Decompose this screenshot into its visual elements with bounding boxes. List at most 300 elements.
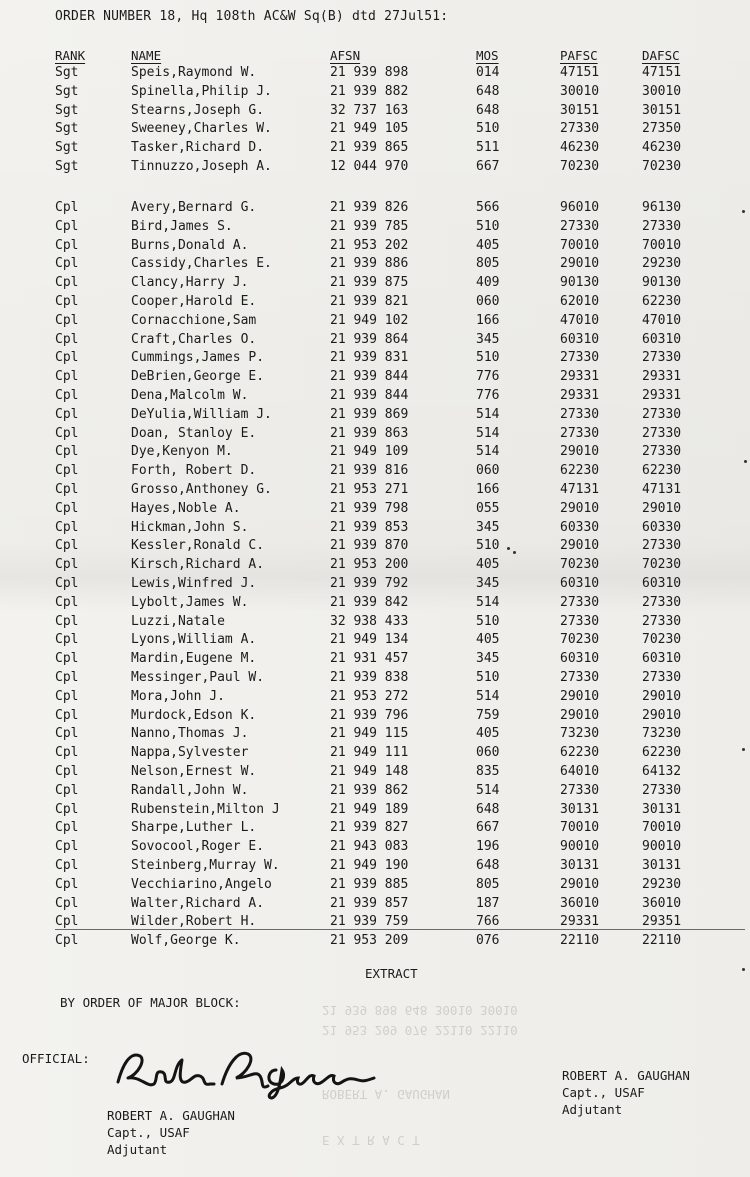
cell-rank: Cpl — [55, 651, 79, 667]
cell-pafsc: 29010 — [560, 538, 600, 554]
table-row — [0, 501, 750, 520]
cell-rank: Cpl — [55, 895, 79, 911]
cell-rank: Cpl — [55, 576, 79, 591]
cell-pafsc: 62230 — [560, 463, 600, 479]
cell-name: Dena,Malcolm W. — [131, 388, 249, 403]
table-row — [0, 670, 750, 689]
official-label: OFFICIAL: — [22, 1051, 90, 1066]
cell-rank: Cpl — [55, 369, 79, 385]
cell-dafsc: 29230 — [642, 876, 682, 892]
paper-speck — [742, 210, 745, 213]
bleed-through-text: 21 939 898 648 30010 30010 — [322, 1003, 518, 1018]
cell-pafsc: 30151 — [560, 102, 600, 118]
cell-dafsc: 22110 — [642, 933, 682, 949]
cell-name: Lewis,Winfred J. — [131, 576, 257, 591]
cell-mos: 805 — [476, 256, 500, 272]
cell-afsn: 21 939 816 — [330, 463, 409, 479]
cell-afsn: 32 737 163 — [330, 102, 409, 118]
cell-mos: 648 — [476, 83, 500, 99]
cell-mos: 405 — [476, 557, 500, 573]
cell-pafsc: 73230 — [560, 726, 600, 742]
paper-speck — [513, 551, 516, 554]
table-row — [0, 140, 750, 159]
cell-name: Hayes,Noble A. — [131, 500, 241, 516]
cell-afsn: 21 949 148 — [330, 764, 409, 779]
table-row — [0, 820, 750, 839]
cell-afsn: 21 939 865 — [330, 140, 409, 156]
table-row — [0, 689, 750, 708]
cell-afsn: 21 953 200 — [330, 557, 409, 573]
table-row — [0, 238, 750, 257]
table-row — [0, 350, 750, 369]
cell-name: Craft,Charles O. — [131, 331, 257, 347]
cell-rank: Cpl — [55, 425, 79, 441]
cell-name: Sovocool,Roger E. — [131, 839, 265, 855]
table-row — [0, 745, 750, 764]
cell-pafsc: 27330 — [560, 613, 600, 629]
cell-afsn: 21 939 844 — [330, 388, 409, 403]
cell-rank: Cpl — [55, 388, 79, 403]
cell-pafsc: 29010 — [560, 500, 600, 516]
table-row — [0, 576, 750, 595]
table-row — [0, 463, 750, 482]
cell-dafsc: 27330 — [642, 218, 682, 234]
cell-afsn: 21 949 105 — [330, 121, 409, 137]
table-row — [0, 275, 750, 294]
cell-pafsc: 90010 — [560, 839, 600, 855]
cell-mos: 060 — [476, 463, 500, 479]
cell-mos: 345 — [476, 576, 500, 591]
cell-dafsc: 47010 — [642, 312, 682, 328]
cell-dafsc: 30131 — [642, 801, 682, 817]
table-row — [0, 651, 750, 670]
table-row — [0, 219, 750, 238]
cell-dafsc: 96130 — [642, 200, 682, 215]
cell-name: Spinella,Philip J. — [131, 83, 272, 99]
table-row — [0, 444, 750, 463]
cell-dafsc: 27330 — [642, 538, 682, 554]
cell-dafsc: 30131 — [642, 858, 682, 873]
table-row — [0, 614, 750, 633]
cell-pafsc: 27330 — [560, 425, 600, 441]
table-row — [0, 407, 750, 426]
cell-mos: 514 — [476, 782, 500, 798]
cell-dafsc: 29010 — [642, 707, 682, 723]
bleed-through-text: 21 953 209 076 22110 22110 — [322, 1023, 518, 1038]
cell-pafsc: 70230 — [560, 159, 600, 174]
cell-afsn: 21 949 189 — [330, 801, 409, 817]
cell-dafsc: 70230 — [642, 632, 682, 648]
cell-mos: 166 — [476, 482, 500, 497]
cell-rank: Cpl — [55, 482, 79, 497]
cell-mos: 345 — [476, 331, 500, 347]
cell-pafsc: 27330 — [560, 121, 600, 137]
cell-dafsc: 27330 — [642, 670, 682, 685]
cell-rank: Cpl — [55, 876, 79, 892]
bleed-through-text: ROBERT A. GAUGHAN — [322, 1087, 450, 1102]
cell-mos: 511 — [476, 140, 500, 156]
signature-block-right — [562, 1067, 690, 1118]
cell-afsn: 21 939 882 — [330, 83, 409, 99]
cell-afsn: 21 939 870 — [330, 538, 409, 554]
table-row — [0, 84, 750, 103]
cell-afsn: 21 939 863 — [330, 425, 409, 441]
cell-dafsc: 27330 — [642, 406, 682, 422]
table-row — [0, 764, 750, 783]
cell-dafsc: 47151 — [642, 65, 682, 80]
cell-afsn: 21 939 857 — [330, 895, 409, 911]
cell-dafsc: 30151 — [642, 102, 682, 118]
cell-pafsc: 30131 — [560, 858, 600, 873]
cell-pafsc: 70010 — [560, 237, 600, 253]
cell-rank: Cpl — [55, 275, 79, 291]
cell-name: Speis,Raymond W. — [131, 65, 257, 80]
cell-dafsc: 60310 — [642, 651, 682, 667]
cell-mos: 566 — [476, 200, 500, 215]
cell-dafsc: 27350 — [642, 121, 682, 137]
cell-dafsc: 70010 — [642, 237, 682, 253]
cell-dafsc: 29230 — [642, 256, 682, 272]
cell-pafsc: 36010 — [560, 895, 600, 911]
cell-name: Avery,Bernard G. — [131, 200, 257, 215]
cell-rank: Cpl — [55, 294, 79, 309]
table-row — [0, 520, 750, 539]
cell-mos: 805 — [476, 876, 500, 892]
cell-mos: 166 — [476, 312, 500, 328]
signer-title: Adjutant — [107, 1142, 168, 1157]
cell-rank: Cpl — [55, 670, 79, 685]
table-row — [0, 595, 750, 614]
cell-pafsc: 29010 — [560, 707, 600, 723]
cell-afsn: 21 939 827 — [330, 820, 409, 836]
cell-name: Messinger,Paul W. — [131, 670, 265, 685]
cell-name: Cornacchione,Sam — [131, 312, 257, 328]
cell-name: Cassidy,Charles E. — [131, 256, 272, 272]
cell-pafsc: 90130 — [560, 275, 600, 291]
cell-mos: 405 — [476, 632, 500, 648]
cell-name: Lyons,William A. — [131, 632, 257, 648]
cell-name: Forth, Robert D. — [131, 463, 257, 479]
table-row — [0, 538, 750, 557]
cell-dafsc: 70230 — [642, 557, 682, 573]
cell-name: Mardin,Eugene M. — [131, 651, 257, 667]
cell-rank: Cpl — [55, 764, 79, 779]
cell-name: Doan, Stanloy E. — [131, 425, 257, 441]
cell-dafsc: 27330 — [642, 782, 682, 798]
cell-name: Tinnuzzo,Joseph A. — [131, 159, 272, 174]
cell-mos: 510 — [476, 538, 500, 554]
cell-pafsc: 70230 — [560, 557, 600, 573]
cell-mos: 648 — [476, 801, 500, 817]
divider-line — [55, 929, 745, 930]
cell-afsn: 21 949 115 — [330, 726, 409, 742]
table-row — [0, 121, 750, 140]
cell-mos: 835 — [476, 764, 500, 779]
table-row — [0, 914, 750, 933]
cell-dafsc: 62230 — [642, 745, 682, 761]
cell-pafsc: 96010 — [560, 200, 600, 215]
cell-name: Grosso,Anthoney G. — [131, 482, 272, 497]
cell-afsn: 21 939 826 — [330, 200, 409, 215]
table-row — [0, 482, 750, 501]
header-pafsc: PAFSC — [560, 48, 598, 63]
cell-rank: Sgt — [55, 65, 79, 80]
cell-rank: Cpl — [55, 444, 79, 460]
cell-afsn: 21 939 886 — [330, 256, 409, 272]
cell-afsn: 21 939 838 — [330, 670, 409, 685]
cell-rank: Cpl — [55, 218, 79, 234]
cell-rank: Cpl — [55, 613, 79, 629]
cell-dafsc: 29331 — [642, 369, 682, 385]
header-rank: RANK — [55, 48, 86, 63]
header-name: NAME — [131, 48, 162, 63]
cell-rank: Cpl — [55, 463, 79, 479]
cell-name: Burns,Donald A. — [131, 237, 249, 253]
cell-afsn: 21 939 842 — [330, 594, 409, 610]
cell-mos: 196 — [476, 839, 500, 855]
signer-rank: Capt., USAF — [107, 1125, 190, 1140]
table-row — [0, 896, 750, 915]
cell-name: Mora,John J. — [131, 688, 225, 704]
cell-afsn: 21 939 898 — [330, 65, 409, 80]
cell-pafsc: 22110 — [560, 933, 600, 949]
cell-rank: Cpl — [55, 745, 79, 761]
cell-name: Wolf,George K. — [131, 933, 241, 949]
cell-pafsc: 62230 — [560, 745, 600, 761]
cell-pafsc: 47010 — [560, 312, 600, 328]
cell-mos: 667 — [476, 820, 500, 836]
cell-name: Hickman,John S. — [131, 519, 249, 535]
cell-name: Nelson,Ernest W. — [131, 764, 257, 779]
cell-pafsc: 27330 — [560, 594, 600, 610]
cell-dafsc: 27330 — [642, 444, 682, 460]
cell-afsn: 21 939 869 — [330, 406, 409, 422]
table-row — [0, 708, 750, 727]
cell-mos: 405 — [476, 726, 500, 742]
table-row — [0, 65, 750, 84]
cell-rank: Sgt — [55, 102, 79, 118]
cell-dafsc: 70230 — [642, 159, 682, 174]
cell-dafsc: 46230 — [642, 140, 682, 156]
cell-mos: 409 — [476, 275, 500, 291]
cell-rank: Cpl — [55, 782, 79, 798]
cell-dafsc: 27330 — [642, 350, 682, 366]
cell-pafsc: 70010 — [560, 820, 600, 836]
cell-name: DeBrien,George E. — [131, 369, 265, 385]
cell-name: Walter,Richard A. — [131, 895, 265, 911]
cell-pafsc: 29010 — [560, 256, 600, 272]
cell-pafsc: 29331 — [560, 388, 600, 403]
cell-afsn: 21 939 864 — [330, 331, 409, 347]
cell-mos: 514 — [476, 594, 500, 610]
signer-rank: Capt., USAF — [562, 1085, 645, 1100]
cell-dafsc: 62230 — [642, 294, 682, 309]
cell-name: Cooper,Harold E. — [131, 294, 257, 309]
cell-dafsc: 64132 — [642, 764, 682, 779]
cell-dafsc: 29010 — [642, 688, 682, 704]
cell-mos: 510 — [476, 218, 500, 234]
cell-name: Stearns,Joseph G. — [131, 102, 265, 118]
cell-rank: Cpl — [55, 858, 79, 873]
cell-name: Wilder,Robert H. — [131, 914, 257, 930]
cell-afsn: 21 943 083 — [330, 839, 409, 855]
handwritten-signature — [110, 1040, 380, 1100]
cell-rank: Cpl — [55, 350, 79, 366]
cell-mos: 648 — [476, 102, 500, 118]
cell-rank: Cpl — [55, 500, 79, 516]
cell-afsn: 21 939 759 — [330, 914, 409, 930]
cell-pafsc: 30131 — [560, 801, 600, 817]
cell-pafsc: 60310 — [560, 651, 600, 667]
cell-pafsc: 62010 — [560, 294, 600, 309]
cell-pafsc: 27330 — [560, 350, 600, 366]
cell-mos: 510 — [476, 121, 500, 137]
cell-name: Tasker,Richard D. — [131, 140, 265, 156]
cell-afsn: 21 949 190 — [330, 858, 409, 873]
cell-afsn: 21 949 102 — [330, 312, 409, 328]
cell-name: Lybolt,James W. — [131, 594, 249, 610]
cell-mos: 510 — [476, 670, 500, 685]
by-order-line: BY ORDER OF MAJOR BLOCK: — [60, 995, 241, 1010]
cell-name: Vecchiarino,Angelo — [131, 876, 272, 892]
cell-mos: 060 — [476, 294, 500, 309]
cell-rank: Cpl — [55, 312, 79, 328]
cell-rank: Cpl — [55, 726, 79, 742]
cell-name: Sharpe,Luther L. — [131, 820, 257, 836]
cell-pafsc: 30010 — [560, 83, 600, 99]
paper-speck — [742, 968, 745, 971]
cell-mos: 405 — [476, 237, 500, 253]
table-row — [0, 369, 750, 388]
cell-afsn: 21 939 875 — [330, 275, 409, 291]
cell-name: Dye,Kenyon M. — [131, 444, 233, 460]
cell-afsn: 21 939 792 — [330, 576, 409, 591]
cell-name: Randall,John W. — [131, 782, 249, 798]
cell-pafsc: 29331 — [560, 369, 600, 385]
cell-afsn: 21 949 111 — [330, 745, 409, 761]
cell-name: Cummings,James P. — [131, 350, 265, 366]
paper-speck — [507, 547, 510, 550]
cell-rank: Cpl — [55, 557, 79, 573]
table-row — [0, 313, 750, 332]
cell-afsn: 21 939 821 — [330, 294, 409, 309]
cell-mos: 510 — [476, 613, 500, 629]
table-row — [0, 388, 750, 407]
header-dafsc: DAFSC — [642, 48, 680, 63]
cell-mos: 759 — [476, 707, 500, 723]
paper-speck — [742, 748, 745, 751]
cell-pafsc: 27330 — [560, 218, 600, 234]
cell-rank: Cpl — [55, 237, 79, 253]
cell-mos: 014 — [476, 65, 500, 80]
cell-dafsc: 27330 — [642, 594, 682, 610]
cell-mos: 766 — [476, 914, 500, 930]
cell-dafsc: 60330 — [642, 519, 682, 535]
cell-name: Kirsch,Richard A. — [131, 557, 265, 573]
cell-mos: 187 — [476, 895, 500, 911]
header-mos: MOS — [476, 48, 499, 63]
table-row — [0, 426, 750, 445]
cell-mos: 055 — [476, 500, 500, 516]
cell-name: Nanno,Thomas J. — [131, 726, 249, 742]
cell-name: Murdock,Edson K. — [131, 707, 257, 723]
cell-rank: Cpl — [55, 519, 79, 535]
cell-rank: Cpl — [55, 914, 79, 930]
cell-mos: 514 — [476, 688, 500, 704]
table-row — [0, 557, 750, 576]
paper-speck — [744, 460, 747, 463]
extract-label: EXTRACT — [365, 966, 418, 981]
table-row — [0, 933, 750, 952]
cell-name: Bird,James S. — [131, 218, 233, 234]
cell-dafsc: 60310 — [642, 576, 682, 591]
cell-dafsc: 29351 — [642, 914, 682, 930]
cell-name: Kessler,Ronald C. — [131, 538, 265, 554]
cell-pafsc: 27330 — [560, 782, 600, 798]
cell-dafsc: 90010 — [642, 839, 682, 855]
cell-afsn: 21 939 885 — [330, 876, 409, 892]
cell-rank: Cpl — [55, 839, 79, 855]
cell-rank: Cpl — [55, 200, 79, 215]
cell-rank: Cpl — [55, 406, 79, 422]
table-row — [0, 839, 750, 858]
cell-mos: 776 — [476, 388, 500, 403]
cell-dafsc: 30010 — [642, 83, 682, 99]
cell-pafsc: 29010 — [560, 688, 600, 704]
cell-pafsc: 60310 — [560, 331, 600, 347]
cell-mos: 648 — [476, 858, 500, 873]
cell-name: Luzzi,Natale — [131, 613, 225, 629]
cell-afsn: 21 953 202 — [330, 237, 409, 253]
cell-dafsc: 36010 — [642, 895, 682, 911]
cell-pafsc: 46230 — [560, 140, 600, 156]
cell-afsn: 21 939 862 — [330, 782, 409, 798]
table-row — [0, 783, 750, 802]
cell-name: Sweeney,Charles W. — [131, 121, 272, 137]
cell-name: DeYulia,William J. — [131, 406, 272, 422]
cell-dafsc: 29010 — [642, 500, 682, 516]
cell-pafsc: 60310 — [560, 576, 600, 591]
cell-dafsc: 47131 — [642, 482, 682, 497]
table-row — [0, 294, 750, 313]
cell-rank: Sgt — [55, 159, 79, 174]
cell-pafsc: 70230 — [560, 632, 600, 648]
cell-mos: 076 — [476, 933, 500, 949]
table-row — [0, 332, 750, 351]
table-row — [0, 159, 750, 178]
cell-afsn: 12 044 970 — [330, 159, 409, 174]
table-row — [0, 632, 750, 651]
cell-rank: Cpl — [55, 707, 79, 723]
cell-rank: Cpl — [55, 256, 79, 272]
cell-mos: 345 — [476, 519, 500, 535]
cell-mos: 514 — [476, 444, 500, 460]
table-row — [0, 103, 750, 122]
cell-rank: Cpl — [55, 331, 79, 347]
cell-pafsc: 60330 — [560, 519, 600, 535]
cell-afsn: 21 931 457 — [330, 651, 409, 667]
cell-pafsc: 47151 — [560, 65, 600, 80]
table-row — [0, 802, 750, 821]
cell-rank: Cpl — [55, 538, 79, 554]
cell-mos: 510 — [476, 350, 500, 366]
cell-afsn: 21 953 209 — [330, 933, 409, 949]
cell-afsn: 21 939 796 — [330, 707, 409, 723]
signer-name: ROBERT A. GAUGHAN — [107, 1108, 235, 1123]
cell-mos: 514 — [476, 425, 500, 441]
signature-block-left — [107, 1107, 235, 1158]
cell-afsn: 32 938 433 — [330, 613, 409, 629]
